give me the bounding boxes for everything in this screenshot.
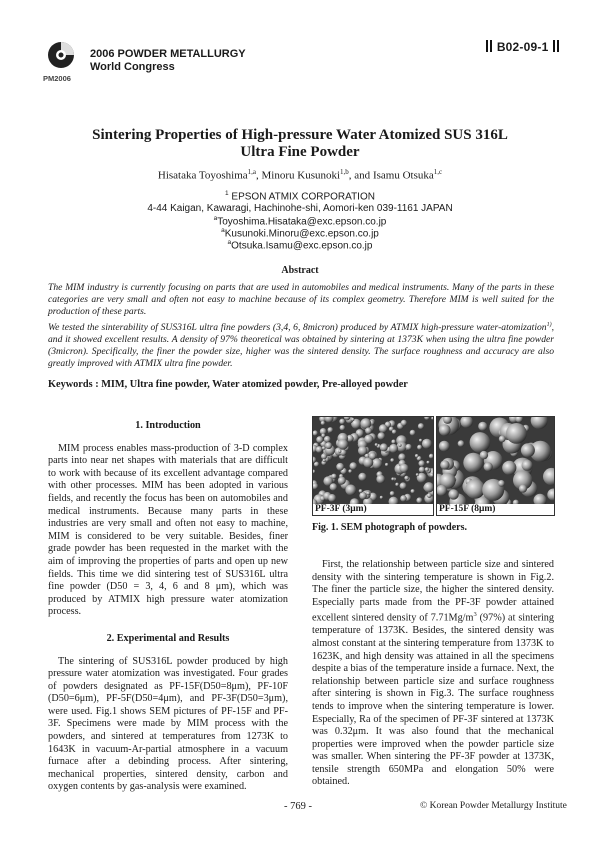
section-heading: 2. Experimental and Results xyxy=(106,632,230,644)
author-name: Isamu Otsuka xyxy=(372,169,434,182)
abstract-text: , and it showed excellent results. A density of 97% theoretical was obtained by sintering at 1373K when using the ultra fine powder (3micron). Specifically, the finer the powder size, higher was the sintered density. The surface roughness and accuracy are also greatly improved with ATMIX ultra fine powder. xyxy=(48,321,554,370)
citation-mark: 1) xyxy=(546,321,552,328)
figure-label-a: PF-3F (3μm) xyxy=(312,504,434,516)
sem-image-pf15f xyxy=(436,416,555,506)
figure-1 xyxy=(312,416,554,516)
author-email xyxy=(40,215,560,227)
author-separator: , xyxy=(256,169,262,182)
author-affiliation-mark: 1,c xyxy=(433,168,443,176)
author-email xyxy=(40,227,560,239)
section-heading: 1. Introduction xyxy=(135,420,201,431)
right-column xyxy=(312,559,554,789)
title-line-1: Sintering Properties of High-pressure Water Atomized SUS 316L xyxy=(92,127,508,143)
abstract-paragraph xyxy=(48,319,554,371)
conference-subname: World Congress xyxy=(90,61,175,73)
paper-code xyxy=(485,40,560,54)
section-paragraph xyxy=(312,559,554,789)
results-text: First, the relationship between particle size and sintered density with the sintering temperature is shown in Fig.2. The finer the particle size, the higher the sintered density. Especially parts made from the PF-3F powder attained excellent sintered density of 7.71Mg/m xyxy=(312,559,554,624)
keywords: Keywords : MIM, Ultra fine powder, Water atomized powder, Pre-alloyed powder xyxy=(48,379,408,390)
page-number: - 769 - xyxy=(284,801,312,812)
abstract-paragraph: The MIM industry is currently focusing on parts that are used in automobiles and medical instruments. Many of the parts in these categories are very small and often not easy to machine because of its complex geometry. Therefore MIM is well suited for the production of these parts. xyxy=(48,282,554,318)
logo-year: PM2006 xyxy=(43,74,71,83)
copyright-notice: © Korean Powder Metallurgy Institute xyxy=(420,801,567,811)
section-paragraph: The sintering of SUS316L powder produced by high pressure water atomization was investigated. Four grades of powders designated as PF-15F(D50=8μm), PF-10F (D50=6μm), PF-5F(D50=4μm), and PF-3F(D50=3μm), were used. Fig.1 shows SEM pictures of PF-15F and PF-3F. Specimens were made by MIM process with the powders, and sintered at temperatures from 1273K to 1643K in vacuum-Ar-partial atmosphere in a vacuum furnace after a debinding process. After sintering, mechanical properties, sintered density, carbon and oxygen contents by gas-analysis were examined. xyxy=(48,655,288,793)
title-line-2: Ultra Fine Powder xyxy=(240,144,360,160)
sem-image-pf3f xyxy=(312,416,434,506)
affiliation-org xyxy=(40,190,560,202)
email-link[interactable]: Toyoshima.Hisataka@exc.epson.co.jp xyxy=(217,216,387,228)
author-list xyxy=(40,168,560,182)
section-paragraph: MIM process enables mass-production of 3-D complex parts into near net shapes with materials that are difficult to work with because of its excellent advantage compared with other processes. MIM has been adopted in various fields, and recently the focus has been on automobiles and medical instruments. Because many parts in these industries are very small and often not easy to machine, MIM is considered to be very suitable. Besides, finer grade powder has been requested in the market with the aim of improving the properties of parts and open up new fields. This time we did sintering test of SUS316L ultra fine powder (D50 = 3, 4, 6 and 8 μm), which was produced by ATMIX high pressure water atomization process. xyxy=(48,442,288,618)
affiliation-org-name: EPSON ATMIX CORPORATION xyxy=(231,191,375,203)
author-affiliation-mark: 1,a xyxy=(247,168,257,176)
affiliation-mark: 1 xyxy=(225,190,229,197)
paper-title xyxy=(40,127,560,161)
author-email xyxy=(40,239,560,251)
abstract-text: We tested the sinterability of SUS316L ultra fine powders (3,4, 6, 8micron) produced by ATMIX high-pressure water-atomization xyxy=(48,321,547,333)
left-column xyxy=(48,420,288,794)
results-text: (97%) at sintering temperature of 1373K. Besides, the sintered density was almost constant at the sintering temperature from 1373K to 1623K, and high density was attained in all the specimens despite a bias of the temperature inside a furnace. Next, the relationship between particle size and surface roughness after sintering is shown in Fig.3. The surface roughness tends to improve when the sintering temperature is lower. Especially, Ra of the specimen of PF-3F sintered at 1373K was 0.32μm. It was also found that the mechanical properties were improved when the powder particle size was smaller. When sintering the PF-3F powder at 1373K, tensile strength 650MPa and elongation 50% were obtained. xyxy=(312,612,554,788)
email-link[interactable]: Otsuka.Isamu@exc.epson.co.jp xyxy=(231,240,373,252)
email-mark: a xyxy=(221,227,225,234)
abstract-heading: Abstract xyxy=(281,265,319,276)
author-affiliation-mark: 1,b xyxy=(340,168,349,176)
email-mark: a xyxy=(227,239,232,246)
affiliation-address: 4-44 Kaigan, Kawaragi, Hachinohe-shi, Aomori-ken 039-1161 JAPAN xyxy=(147,203,453,214)
email-link[interactable]: Kusunoki.Minoru@exc.epson.co.jp xyxy=(224,228,379,240)
paper-code-text: B02-09-1 xyxy=(496,40,549,54)
unit-exponent: 3 xyxy=(473,611,477,619)
abstract-body xyxy=(48,282,554,371)
author-name: Minoru Kusunoki xyxy=(261,169,341,182)
author-name: Hisataka Toyoshima xyxy=(157,169,248,182)
author-separator: , and xyxy=(348,169,373,182)
figure-caption: Fig. 1. SEM photograph of powders. xyxy=(312,522,468,533)
figure-label-b: PF-15F (8μm) xyxy=(436,504,555,516)
conference-name: 2006 POWDER METALLURGY xyxy=(90,48,246,60)
email-mark: a xyxy=(213,215,218,222)
